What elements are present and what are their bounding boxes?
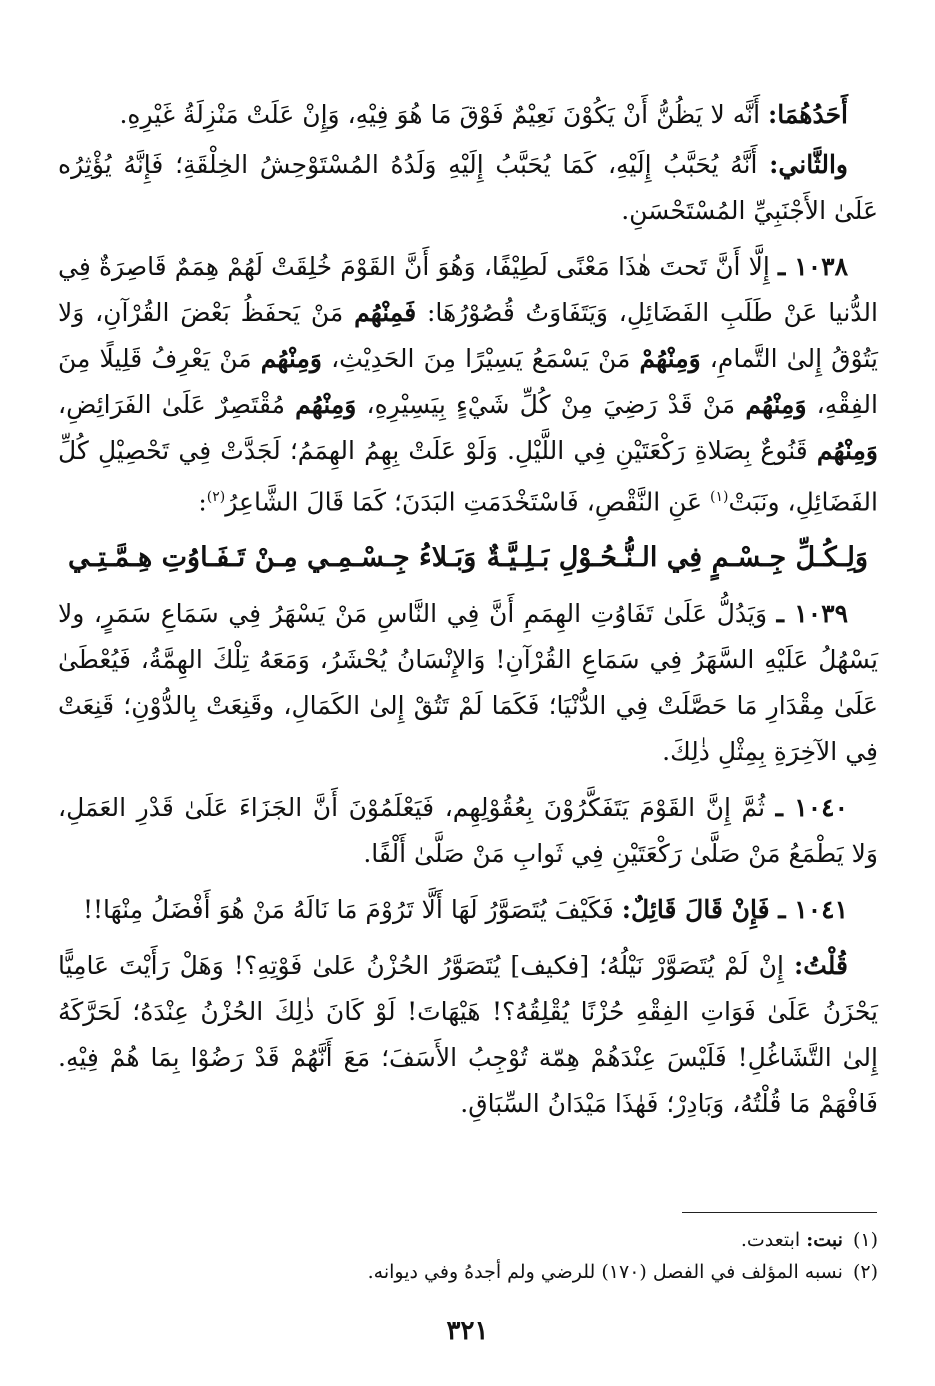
paragraph-text: مُقْتَصِرٌ عَلَىٰ الفَرَائِضِ، (58, 390, 296, 419)
footnote-ref-1[interactable]: (١) (709, 489, 729, 505)
paragraph-text: ثُمَّ إِنَّ القَوْمَ يَتَفَكَّرُوْنَ بِعُقُوْلِهِم، فَيَعْلَمُوْنَ أَنَّ الجَزَاءَ عَلَىٰ قَدْرِ العَمَلِ، وَلا يَطْمَعُ مَنْ صَلَّىٰ رَكْعَتَيْنِ فِي ثَوابِ مَنْ صَلَّىٰ أَلْفًا. (58, 793, 878, 869)
poem-verse (58, 535, 878, 581)
footnotes (58, 1224, 878, 1288)
paragraph-text: إِنْ لَمْ يُتَصَوَّرْ نَيْلُهُ؛ [فكيف] يُتَصَوَّرُ الحُزْنُ عَلىٰ فَوْتِهِ؟! وَهَلْ رَأَيْتَ عَامِيًّا يَحْزَنُ عَلَىٰ فَوَاتِ الفِقْهِ حُزْنًا يُقْلِقُهُ؟! هَيْهَاتَ! لَوْ كَانَ ذٰلِكَ الحُزْنُ عِنْدَهُ؛ لَحَرَّكَهُ إِلىٰ التَّشَاغُلِ! فَلَيْسَ عِنْدَهُمْ هِمّة تُوْجِبُ الأَسَفَ؛ مَعَ أَنَّهُمْ قَدْ رَضُوْا بِمَا هُمْ فِيْهِ. فَافْهَمْ مَا قُلْتُهُ، وَبَادِرْ؛ فَهٰذَا مَيْدَانُ السِّبَاقِ. (58, 951, 878, 1119)
paragraph-number: ١٠٤١ ـ (778, 895, 848, 925)
paragraph-text: قَنُوعٌ بِصَلاةِ رَكْعَتَيْنِ فِي اللَّيْلِ. وَلَوْ عَلَتْ بِهِمُ الهِمَمُ؛ لَجَدَّتْ فِي تَحْصِيْلِ كُلِّ الفَضَائِلِ، ونَبَتْ (58, 436, 878, 517)
emphasis-word: وَمِنْهُم (260, 344, 322, 373)
paragraph-lead: فَإِنْ قَالَ قَائِلٌ: (621, 895, 779, 925)
paragraph-first-point (58, 92, 878, 138)
paragraph-lead: والثَّاني: (769, 150, 848, 179)
footnote-mark: (٢) (852, 1261, 878, 1283)
paragraph-number: ١٠٣٩ ـ (776, 599, 848, 629)
paragraph-lead: قُلْتُ: (793, 951, 848, 981)
paragraph-text: أَنَّهُ يُحَبَّبُ إِلَيْهِ، كَمَا يُحَبَّبُ إِلَيْهِ وَلَدُهُ المُسْتَوْحِشُ الخِلْقَةِ؛ فَإِنَّهُ يُؤْثِرُه عَلَىٰ الأَجْنَبِيِّ المُسْتَحْسَنِ. (58, 150, 878, 225)
paragraph-text: مَنْ يَعْرِفُ قَلِيلًا مِنَ الفِقْهِ، (58, 344, 879, 419)
poem-second-hemistich: وَبَـلاءُ جِـسْـمِـي مِـنْ تَـفَـاوُتِ هِـمَّـتِـي (68, 542, 477, 574)
paragraph-text: : (198, 487, 207, 517)
emphasis-word: فَمِنْهُم (354, 298, 417, 327)
paragraph-lead: أَحَدُهُمَا: (767, 100, 848, 129)
paragraph-text: مَنْ قَدْ رَضِيَ مِنْ كُلِّ شَيْءٍ بِيَسِيْرِهِ، (356, 390, 746, 419)
footnote-2 (58, 1256, 878, 1288)
paragraph-text: مَنْ يَحفَظُ بَعْضَ القُرْآنِ، وَلا يَتُوْقُ إِلىٰ التَّمامِ، (58, 298, 878, 373)
paragraph-text: أَنَّه لا يَظُنُّ أَنْ يَكُوْنَ نَعِيْمٌ فَوْقَ مَا هُوَ فِيْهِ، وَإِنْ عَلَتْ مَنْزِلَةُ غَيْرِهِ. (119, 100, 768, 129)
emphasis-word: وَمِنْهُمْ (639, 344, 701, 373)
emphasis-word: وَمِنْهُم (816, 436, 878, 465)
paragraph-number: ١٠٤٠ ـ (775, 793, 849, 823)
paragraph-1040 (58, 785, 878, 877)
page-number: ٣٢١ (446, 1316, 489, 1346)
poem-first-hemistich: وَلِـكُـلِّ جِـسْـمٍ فِي الـنُّـحُـوْلِ بَـلِـيَّـةٌ (486, 542, 868, 574)
paragraph-number: ١٠٣٨ ـ (778, 252, 849, 281)
paragraph-text: مَنْ يَسْمَعُ يَسِيْرًا مِنَ الحَدِيْثِ، (321, 344, 640, 373)
footnote-text: ابتعدت. (740, 1229, 807, 1251)
paragraph-qult (58, 943, 878, 1127)
paragraph-1039 (58, 591, 878, 775)
paragraph-text: وَيَدُلُّ عَلَىٰ تَفَاوُتِ الهِمَمِ أَنَّ فِي النَّاسِ مَنْ يَسْهَرُ فِي سَمَاعِ سَمَرٍ، ولا يَسْهُلُ عَلَيْهِ السَّهَرُ فِي سَمَاعِ القُرْآنِ! وَالإِنْسَانُ يُحْشَرُ، وَمَعَهُ تِلْكَ الهِمَّةُ، فَيُعْطَىٰ عَلَىٰ مِقْدَارِ مَا حَصَّلَتْ فِي الدُّنْيَا؛ فَكَمَا لَمْ تَتُقْ إِلىٰ الكَمَالِ، وقَنِعَتْ بِالدُّوْنِ؛ قَنِعَتْ فِي الآخِرَةِ بِمِثْلِ ذٰلِكَ. (58, 599, 878, 767)
footnote-1 (58, 1224, 878, 1256)
main-text (58, 92, 878, 1137)
paragraph-1041 (58, 887, 878, 933)
paragraph-text: عَنِ النَّقْصِ، فَاسْتَخْدَمَتِ البَدَنَ؛ كَمَا قَالَ الشَّاعِرُ (225, 487, 710, 517)
footnote-ref-2[interactable]: (٢) (206, 489, 226, 505)
paragraph-second-point (58, 142, 878, 234)
footnote-divider (682, 1212, 877, 1213)
emphasis-word: وَمِنْهُم (295, 390, 357, 419)
paragraph-text: إِلَّا أَنَّ تَحتَ هٰذَا مَعْنًى لَطِيْفًا، وَهُوَ أَنَّ القَوْمَ خُلِقَتْ لَهُمْ هِمَمٌ قَاصِرَةٌ فِي الدُّنيا عَنْ طَلَبِ الفَضَائِلِ، وَيَتَفَاوَتُ قُصُوْرُهَا: (58, 252, 878, 327)
footnote-mark: (١) (852, 1229, 878, 1251)
footnote-text: نسبه المؤلف في الفصل (١٧٠) للرضي ولم أجدهُ وفي ديوانه. (367, 1261, 843, 1283)
paragraph-1038 (58, 244, 878, 525)
emphasis-word: وَمِنْهُم (745, 390, 807, 419)
paragraph-text: فَكَيْفَ يُتَصَوَّرُ لَهَا أَلَّا تَرُوْمَ مَا نَالَهُ مَنْ هُوَ أَفْضَلُ مِنْهَا!! (82, 895, 622, 925)
footnote-lead: نبت: (806, 1229, 843, 1251)
